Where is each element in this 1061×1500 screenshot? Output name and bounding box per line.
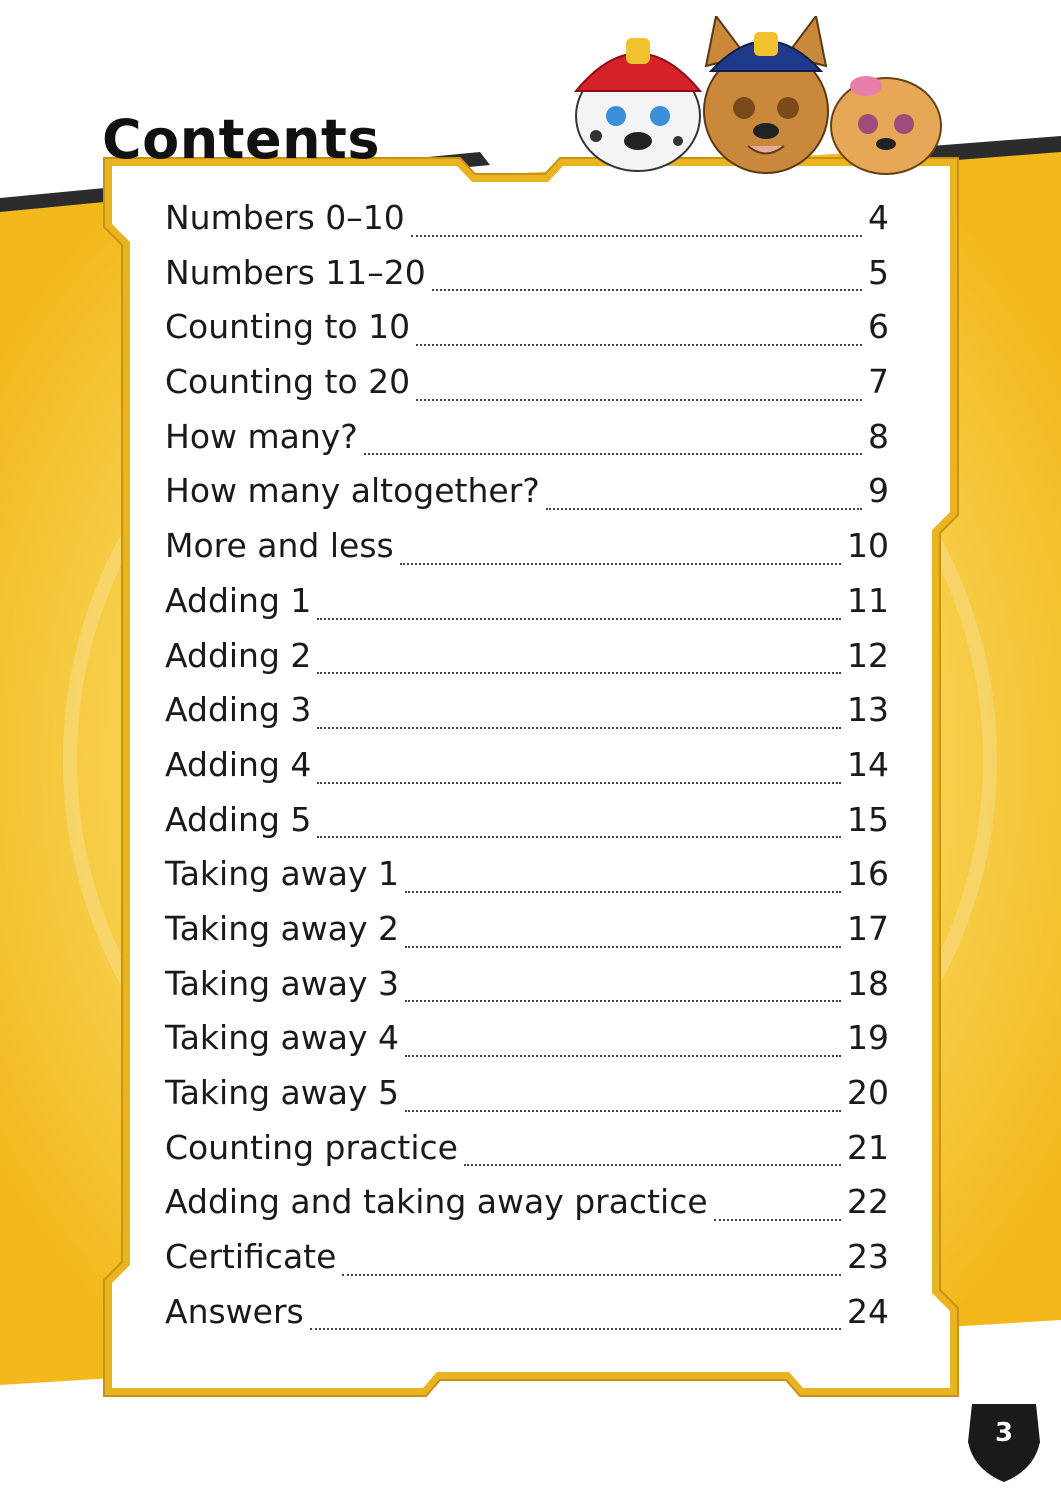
toc-dot-leader (317, 671, 841, 674)
toc-entry-title: Taking away 4 (165, 1018, 399, 1058)
toc-dot-leader (432, 288, 862, 291)
toc-entry-title: Taking away 5 (165, 1073, 399, 1112)
toc-entry-page: 12 (847, 635, 889, 675)
toc-dot-leader (317, 835, 841, 838)
toc-entry-page: 19 (847, 1018, 889, 1058)
toc-entry-title: Adding 3 (165, 690, 312, 730)
toc-entry (165, 471, 889, 526)
toc-dot-leader (546, 507, 862, 510)
toc-dot-leader (405, 890, 841, 893)
toc-dot-leader (317, 617, 841, 620)
toc-entry (165, 1018, 889, 1073)
toc-dot-leader (411, 234, 862, 237)
toc-entry-title: More and less (165, 526, 394, 566)
toc-entry (165, 581, 889, 636)
toc-entry-page: 8 (868, 416, 889, 456)
toc-entry-title: Taking away 3 (165, 963, 399, 1003)
toc-entry (165, 362, 889, 417)
toc-entry (165, 690, 889, 745)
toc-entry (165, 1073, 889, 1128)
toc-dot-leader (405, 945, 841, 948)
toc-dot-leader (317, 781, 841, 784)
toc-dot-leader (317, 726, 841, 729)
police-pup-icon (704, 16, 828, 173)
toc-entry (165, 253, 889, 308)
pups-illustration (566, 16, 966, 176)
toc-entry-page: 23 (847, 1237, 889, 1277)
toc-dot-leader (310, 1327, 841, 1330)
toc-entry-page: 17 (847, 908, 889, 948)
toc-entry-page: 16 (847, 854, 889, 894)
toc-dot-leader (364, 452, 862, 455)
toc-entry-title: Counting to 10 (165, 307, 411, 347)
toc-entry-title: Adding 2 (165, 635, 312, 675)
toc-entry (165, 1237, 889, 1292)
toc-entry-title: Answers (165, 1291, 304, 1331)
toc-dot-leader (416, 398, 862, 401)
toc-entry-title: Taking away 2 (165, 908, 399, 948)
toc-entry-page: 5 (868, 252, 889, 292)
toc-dot-leader (416, 343, 862, 346)
toc-entry-title: Adding 4 (165, 744, 312, 784)
toc-entry (165, 307, 889, 362)
toc-entry (165, 1182, 889, 1237)
table-of-contents (165, 198, 889, 1346)
toc-entry-page: 22 (847, 1182, 889, 1222)
page-number: 3 (994, 1418, 1014, 1448)
toc-dot-leader (405, 1109, 841, 1112)
toc-entry-page: 13 (847, 690, 889, 730)
toc-dot-leader (405, 999, 841, 1002)
toc-entry-title: Counting to 20 (165, 362, 411, 402)
toc-entry (165, 1292, 889, 1347)
toc-entry-title: Adding and taking away practice (165, 1182, 708, 1222)
toc-entry-title: How many altogether? (165, 471, 540, 511)
pilot-pup-icon (831, 76, 941, 174)
toc-entry (165, 1128, 889, 1183)
toc-entry (165, 526, 889, 581)
toc-dot-leader (464, 1163, 841, 1166)
toc-entry-page: 18 (847, 963, 889, 1003)
toc-entry-title: Numbers 11–20 (165, 252, 426, 292)
toc-entry (165, 854, 889, 909)
toc-entry-page: 24 (847, 1291, 889, 1331)
toc-entry (165, 636, 889, 691)
toc-entry-title: Numbers 0–10 (165, 198, 405, 237)
toc-entry-page: 6 (868, 307, 889, 347)
page-title: Contents (102, 108, 381, 172)
toc-entry-title: Certificate (165, 1237, 337, 1277)
toc-entry-title: Taking away 1 (165, 854, 399, 894)
toc-entry (165, 417, 889, 472)
firefighter-pup-icon (576, 38, 700, 171)
toc-entry-page: 20 (847, 1073, 889, 1112)
toc-entry-page: 15 (847, 799, 889, 839)
toc-entry (165, 745, 889, 800)
toc-entry-page: 14 (847, 744, 889, 784)
toc-entry-page: 11 (847, 580, 889, 620)
toc-entry (165, 964, 889, 1019)
toc-entry (165, 909, 889, 964)
toc-entry-page: 10 (847, 526, 889, 566)
toc-entry-page: 9 (868, 471, 889, 511)
toc-dot-leader (342, 1273, 841, 1276)
toc-dot-leader (405, 1054, 841, 1057)
toc-entry-page: 21 (847, 1127, 889, 1167)
toc-entry-page: 4 (868, 198, 889, 237)
toc-entry (165, 800, 889, 855)
toc-entry-title: Adding 5 (165, 799, 312, 839)
toc-entry-title: Adding 1 (165, 580, 312, 620)
toc-entry-page: 7 (868, 362, 889, 402)
toc-dot-leader (714, 1218, 841, 1221)
toc-dot-leader (400, 562, 841, 565)
toc-entry (165, 198, 889, 253)
toc-entry-title: Counting practice (165, 1127, 458, 1167)
toc-entry-title: How many? (165, 416, 358, 456)
